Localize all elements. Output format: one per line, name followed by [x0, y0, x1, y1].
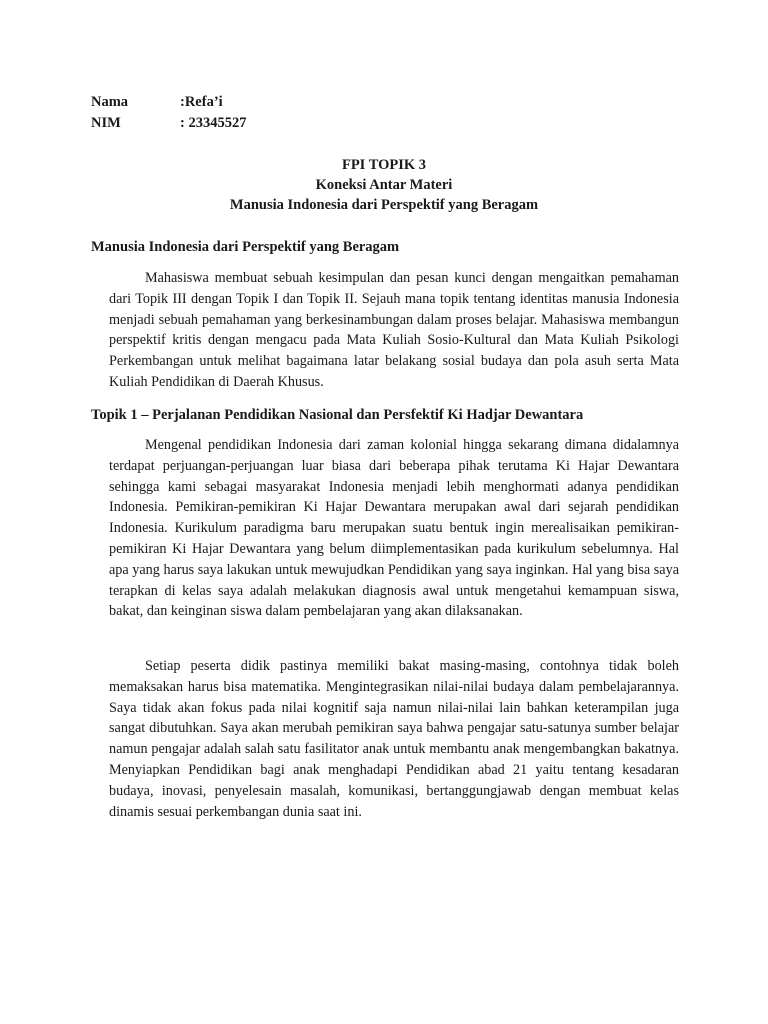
document-title: FPI TOPIK 3 — [341, 157, 427, 173]
section-heading-manusia-indonesia: Manusia Indonesia dari Perspektif yang Beragam — [91, 239, 400, 255]
paragraph-setiap-peserta-didik: Setiap peserta didik pastinya memiliki bakat masing-masing, contohnya tidak boleh memaksakan harus bisa matematika. Mengintegrasikan nilai-nilai budaya dalam pembelajarannya. Saya tidak akan fokus pada nilai kognitif saja namun nilai-nilai lain bahkan keterampilan juga sangat dibutuhkan. Saya akan merubah pemikiran saya bahwa pengajar satu-satunya sumber belajar namun pengajar adalah salah satu fasilitator anak untuk membantu anak mengembangkan bakatnya. Menyiapkan Pendidikan bagi anak menghadapi Pendidikan abad 21 yaitu tentang kesadaran budaya, inovasi, penyelesain masalah, komunikasi, bertanggungjawab dengan membuat kelas dinamis sesuai perkembangan dunia saat ini. — [109, 658, 679, 820]
nim-value: : 23345527 — [180, 115, 247, 131]
paragraph-mengenal-pendidikan: Mengenal pendidikan Indonesia dari zaman kolonial hingga sekarang dimana didalamnya terdapat perjuangan-perjuangan luar biasa dari beberapa pihak terutama Ki Hajar Dewantara sehingga kami sebagai masyarakat Indonesia menjadi lebih menghormati adanya pendidikan Indonesia. Pemikiran-pemikiran Ki Hajar Dewantara merupakan awal dari sejarah pendidikan Indonesia. Kurikulum paradigma baru merupakan suatu bentuk ingin merealisaikan pemikiran-pemikiran Ki Hajar Dewantara yang belum diimplementasikan pada kurikulum sebelumnya. Hal apa yang harus saya lakukan untuk mewujudkan Pendidikan yang saya inginkan. Hal yang bisa saya terapkan di kelas saya adalah melakukan diagnosis awal untuk mengetahui kemampuan siswa, bakat, dan keinginan siswa dalam pembelajaran yang akan dilaksanakan. — [109, 437, 679, 620]
section-heading-topik-1: Topik 1 – Perjalanan Pendidikan Nasional dan Persfektif Ki Hadjar Dewantara — [91, 407, 584, 423]
name-label: Nama — [91, 94, 129, 110]
nim-label: NIM — [91, 115, 121, 131]
document-subtitle: Koneksi Antar Materi — [315, 177, 453, 193]
name-value: :Refa’i — [180, 94, 223, 110]
paragraph-kesimpulan: Mahasiswa membuat sebuah kesimpulan dan pesan kunci dengan mengaitkan pemahaman dari Topik III dengan Topik I dan Topik II. Sejauh mana topik tentang identitas manusia Indonesia menjadi sebuah pemahaman yang berkesinambungan dalam proses belajar. Mahasiswa membangun perspektif kritis dengan mengacu pada Mata Kuliah Sosio-Kultural dan Mata Kuliah Psikologi Perkembangan untuk melihat bagaimana latar belakang sosial budaya dan pola asuh serta Mata Kuliah Pendidikan di Daerah Khusus. — [109, 270, 679, 390]
document-topic-title: Manusia Indonesia dari Perspektif yang Beragam — [229, 197, 539, 213]
